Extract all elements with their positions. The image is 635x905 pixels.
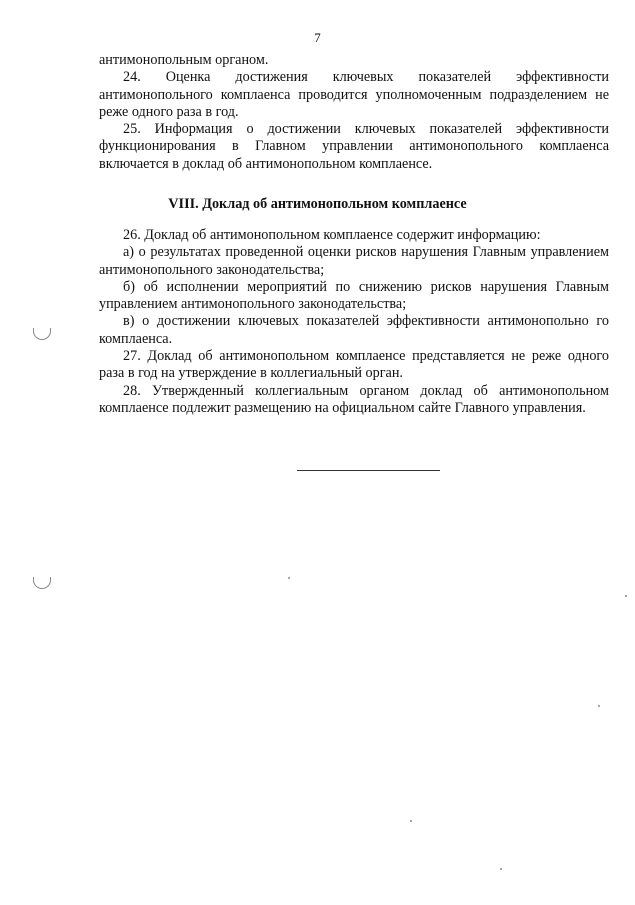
paragraph-26c: в) о достижении ключевых показателей эффективности антимонопольно го комплаенса. xyxy=(99,313,609,347)
section-heading: VIII. Доклад об антимонопольном комплаенсе xyxy=(168,196,467,212)
paragraph-26: 26. Доклад об антимонопольном комплаенсе содержит информацию: xyxy=(123,227,541,243)
body-text-bottom xyxy=(99,227,609,417)
paragraph-27: 27. Доклад об антимонопольном комплаенсе представляется не реже одного раза в год на утверждение в коллегиальный орган. xyxy=(99,348,609,382)
paragraph-25: 25. Информация о достижении ключевых показателей эффективности функционирования в Главном управлении антимонопольного комплаенса включается в доклад об антимонопольном комплаенсе. xyxy=(99,121,609,172)
paragraph-28: 28. Утвержденный коллегиальным органом доклад об антимонопольном комплаенсе подлежит размещению на официальном сайте Главного управления. xyxy=(99,382,609,416)
scan-speck xyxy=(288,577,290,579)
scan-speck xyxy=(625,595,627,597)
page-number: 7 xyxy=(314,30,321,45)
scan-speck xyxy=(500,868,502,870)
paragraph-26b: б) об исполнении мероприятий по снижению рисков нарушения Главным управлением антимонопольного законодательства; xyxy=(99,278,609,313)
paragraph-24: 24. Оценка достижения ключевых показателей эффективности антимонопольного комплаенса проводится уполномоченным подразделением не реже одного раза в год. xyxy=(99,69,609,120)
closing-rule xyxy=(297,470,440,471)
punch-hole-mark xyxy=(33,328,51,340)
paragraph-26a: а) о результатах проведенной оценки рисков нарушения Главным управлением антимонопольного законодательства; xyxy=(99,244,609,278)
body-text-top xyxy=(99,52,609,173)
scan-speck xyxy=(598,705,600,707)
paragraph-continuation: антимонопольным органом. xyxy=(99,52,269,68)
punch-hole-mark xyxy=(33,577,51,589)
scan-speck xyxy=(410,820,412,822)
